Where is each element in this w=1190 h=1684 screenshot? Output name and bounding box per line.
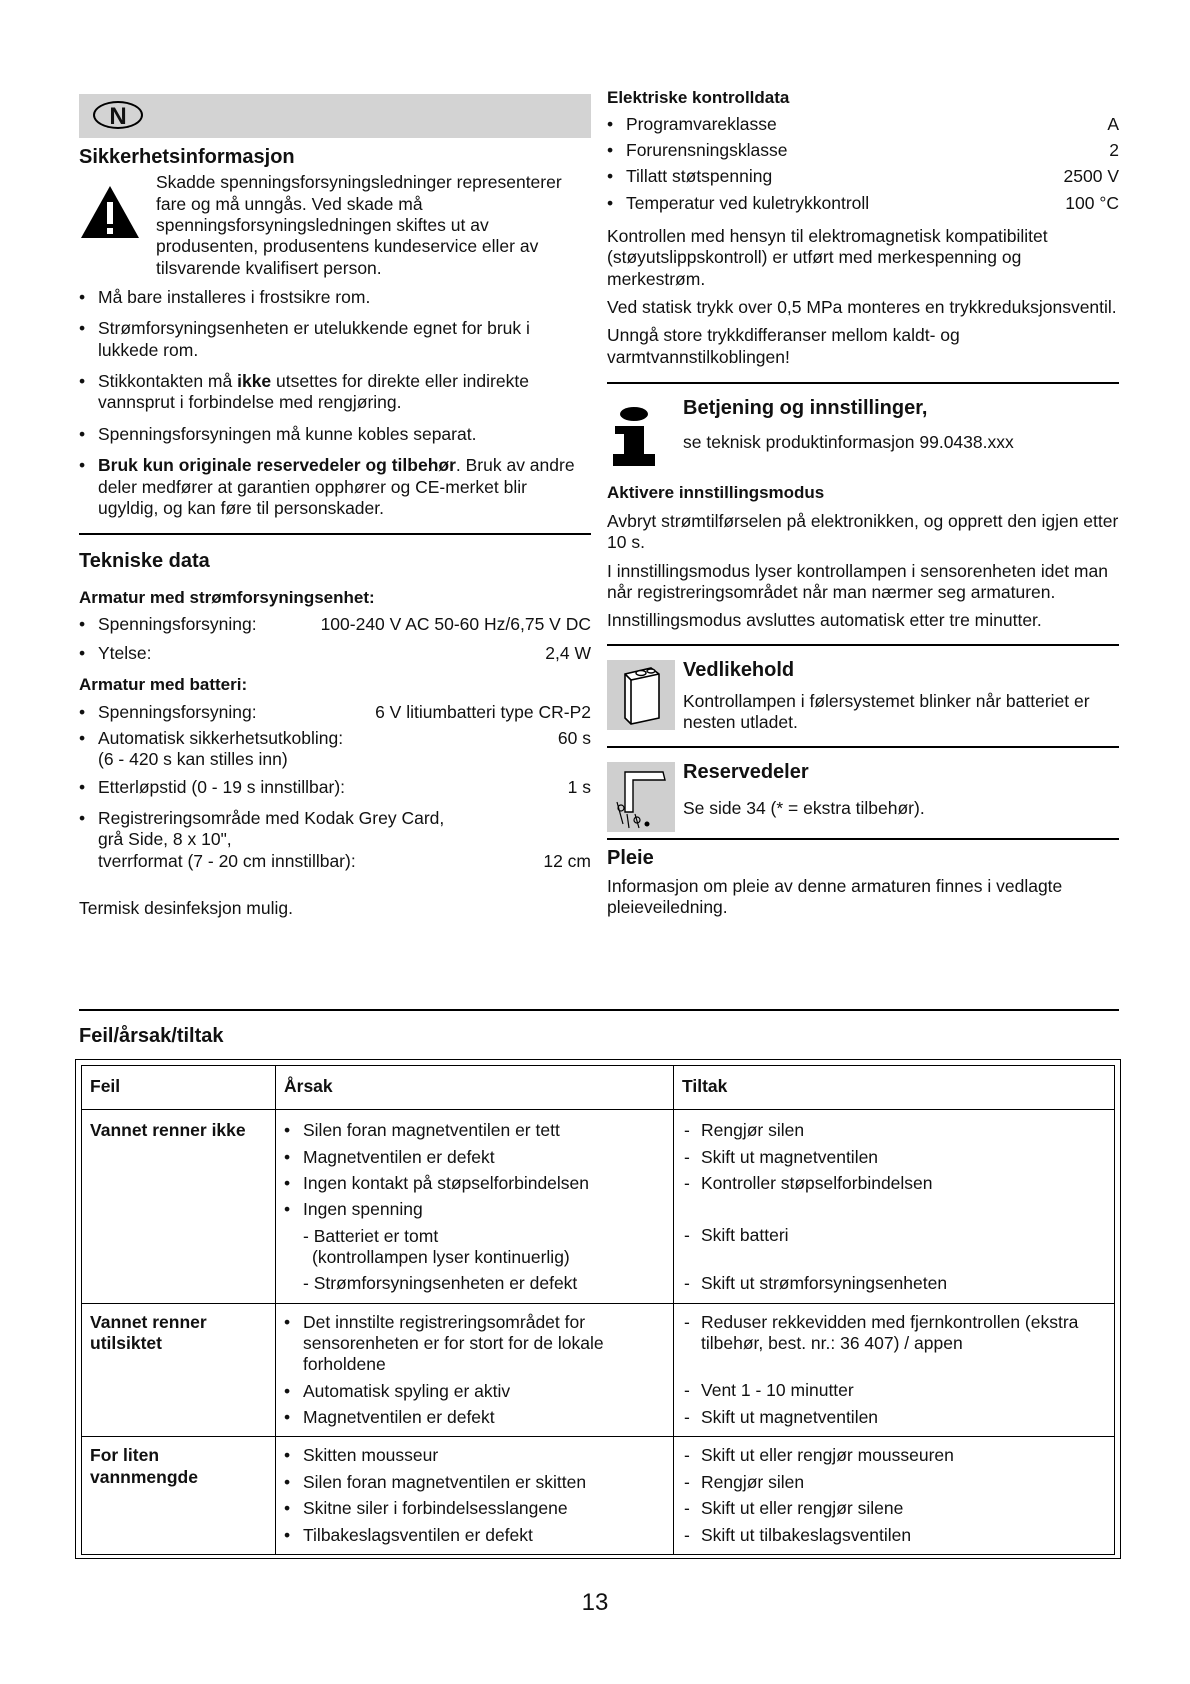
spares-text: Se side 34 (* = ekstra tilbehør).: [683, 798, 925, 819]
care-text: Informasjon om pleie av denne armaturen finnes i vedlagte pleieveiledning.: [607, 876, 1063, 918]
list-item: • Spenningsforsyning: 100-240 V AC 50-60 Hz/6,75 V DC: [79, 614, 591, 635]
safety-list: [79, 287, 591, 519]
mode-text-3: Innstillingsmodus avsluttes automatisk etter tre minutter.: [607, 610, 1042, 631]
spares-section: [607, 760, 1119, 834]
info-icon: [607, 406, 661, 468]
warning-triangle-icon: [79, 184, 141, 240]
electric-list: [607, 114, 1119, 214]
right-column: [607, 88, 1119, 919]
list-item: • Etterløpstid (0 - 19 s innstillbar): 1 s: [79, 777, 591, 798]
pressure-diff-text: Unngå store trykkdifferanser mellom kaldt- og varmtvannstilkoblingen!: [607, 325, 960, 367]
safety-warning: [79, 172, 591, 279]
divider: [79, 533, 591, 535]
list-item: • Registreringsområde med Kodak Grey Card, grå Side, 8 x 10", tverrformat (7 - 20 cm innstillbar): 12 cm: [79, 808, 591, 872]
remedy-cell: - Rengjør silen - Skift ut magnetventilen - Kontroller støpselforbindelsen - Skift batteri - Skift ut strømforsyningsenheten: [674, 1110, 1115, 1303]
safety-title: Sikkerhetsinformasjon: [79, 146, 295, 168]
column-header: Feil: [82, 1066, 276, 1110]
safety-warning-text: Skadde spenningsforsyningsledninger representerer fare og må unngås. Ved skade må spenningsforsyningsledningen skiftes ut av produsenten, produsentens kundeservice eller av tilsvarende kvalifisert person.: [156, 172, 562, 278]
list-item: • Temperatur ved kuletrykkontroll 100 °C: [607, 193, 1119, 214]
cause-cell: • Skitten mousseur • Silen foran magnetventilen er skitten • Skitne siler i forbindelsesslangene • Tilbakeslagsventilen er defekt: [276, 1437, 674, 1554]
remedy-cell: - Reduser rekkevidden med fjernkontrollen (ekstra tilbehør, best. nr.: 36 407) / appen - Vent 1 - 10 minutter - Skift ut magnetventilen: [674, 1303, 1115, 1437]
page-number: 13: [581, 1589, 609, 1616]
left-column: [79, 94, 591, 920]
list-item: • Spenningsforsyning: 6 V litiumbatteri type CR-P2: [79, 702, 591, 723]
divider: [607, 644, 1119, 646]
emc-text: Kontrollen med hensyn til elektromagnetisk kompatibilitet (støyutslippskontroll) er utført med merkespenning og merkestrøm.: [607, 226, 1048, 289]
tech-title: Tekniske data: [79, 550, 210, 573]
fault-table: [81, 1065, 1115, 1555]
list-item: • Forurensningsklasse 2: [607, 140, 1119, 161]
fault-cell: For liten vannmengde: [82, 1437, 276, 1554]
care-title: Pleie: [607, 846, 654, 869]
faucet-parts-icon: [607, 762, 675, 832]
table-header-row: [82, 1066, 1115, 1110]
cause-cell: • Silen foran magnetventilen er tett • Magnetventilen er defekt • Ingen kontakt på støpselforbindelsen • Ingen spenning - Batteriet er tomt (kontrollampen lyser kontinuerlig) - Strømforsyningsenheten er defekt: [276, 1110, 674, 1303]
table-row: [82, 1110, 1115, 1303]
list-item: • Programvareklasse A: [607, 114, 1119, 135]
mode-text-2: I innstillingsmodus lyser kontrollampen i sensorenheten idet man når registreringsområdet når man nærmer seg armaturen.: [607, 560, 1108, 602]
faults-title: Feil/årsak/tiltak: [79, 1025, 224, 1047]
disinfection-note: Termisk desinfeksjon mulig.: [79, 898, 293, 919]
column-header: Årsak: [276, 1066, 674, 1110]
fault-cell: Vannet renner utilsiktet: [82, 1303, 276, 1437]
list-item: • Strømforsyningsenheten er utelukkende egnet for bruk i lukkede rom.: [79, 318, 591, 361]
list-item: • Automatisk sikkerhetsutkobling: 60 s (6 - 420 s kan stilles inn): [79, 728, 591, 771]
list-item: • Spenningsforsyningen må kunne kobles separat.: [79, 424, 591, 445]
operation-section: [607, 396, 1119, 462]
divider: [607, 382, 1119, 384]
list-item: • Må bare installeres i frostsikre rom.: [79, 287, 591, 308]
maintenance-title: Vedlikehold: [683, 658, 795, 681]
maintenance-section: [607, 658, 1119, 734]
electric-title: Elektriske kontrolldata: [607, 88, 790, 107]
table-row: [82, 1437, 1115, 1554]
battery-subtitle: Armatur med batteri:: [79, 675, 248, 695]
mains-subtitle: Armatur med strømforsyningsenhet:: [79, 587, 375, 607]
battery-list: [79, 702, 591, 872]
remedy-cell: - Skift ut eller rengjør mousseuren - Rengjør silen - Skift ut eller rengjør silene - Skift ut tilbakeslagsventilen: [674, 1437, 1115, 1554]
list-item: • Tillatt støtspenning 2500 V: [607, 166, 1119, 187]
pressure-text: Ved statisk trykk over 0,5 MPa monteres en trykkreduksjonsventil.: [607, 297, 1117, 318]
language-badge: N: [93, 101, 143, 129]
divider: [79, 1009, 1119, 1011]
maintenance-text: Kontrollampen i følersystemet blinker når batteriet er nesten utladet.: [683, 691, 1090, 733]
battery-icon: [607, 660, 675, 730]
spares-title: Reservedeler: [683, 760, 809, 783]
list-item: • Stikkontakten må ikke utsettes for direkte eller indirekte vannsprut i forbindelse med rengjøring.: [79, 371, 591, 414]
mode-title: Aktivere innstillingsmodus: [607, 483, 825, 503]
divider: [607, 838, 1119, 840]
fault-table-frame: [75, 1059, 1121, 1559]
cause-cell: • Det innstilte registreringsområdet for sensorenheten er for stort for de lokale forholdene • Automatisk spyling er aktiv • Magnetventilen er defekt: [276, 1303, 674, 1437]
operation-title: Betjening og innstillinger,: [683, 397, 928, 420]
operation-ref: se teknisk produktinformasjon 99.0438.xxx: [683, 431, 1014, 452]
fault-cell: Vannet renner ikke: [82, 1110, 276, 1303]
table-row: [82, 1303, 1115, 1437]
language-bar: [79, 94, 591, 138]
column-header: Tiltak: [674, 1066, 1115, 1110]
list-item: • Ytelse: 2,4 W: [79, 643, 591, 664]
list-item: • Bruk kun originale reservedeler og tilbehør. Bruk av andre deler medfører at garantien opphører og CE-merket blir ugyldig, og kan føre til personskader.: [79, 455, 591, 519]
mains-list: [79, 614, 591, 664]
mode-text-1: Avbryt strømtilførselen på elektronikken, og opprett den igjen etter 10 s.: [607, 510, 1119, 553]
divider: [607, 746, 1119, 748]
